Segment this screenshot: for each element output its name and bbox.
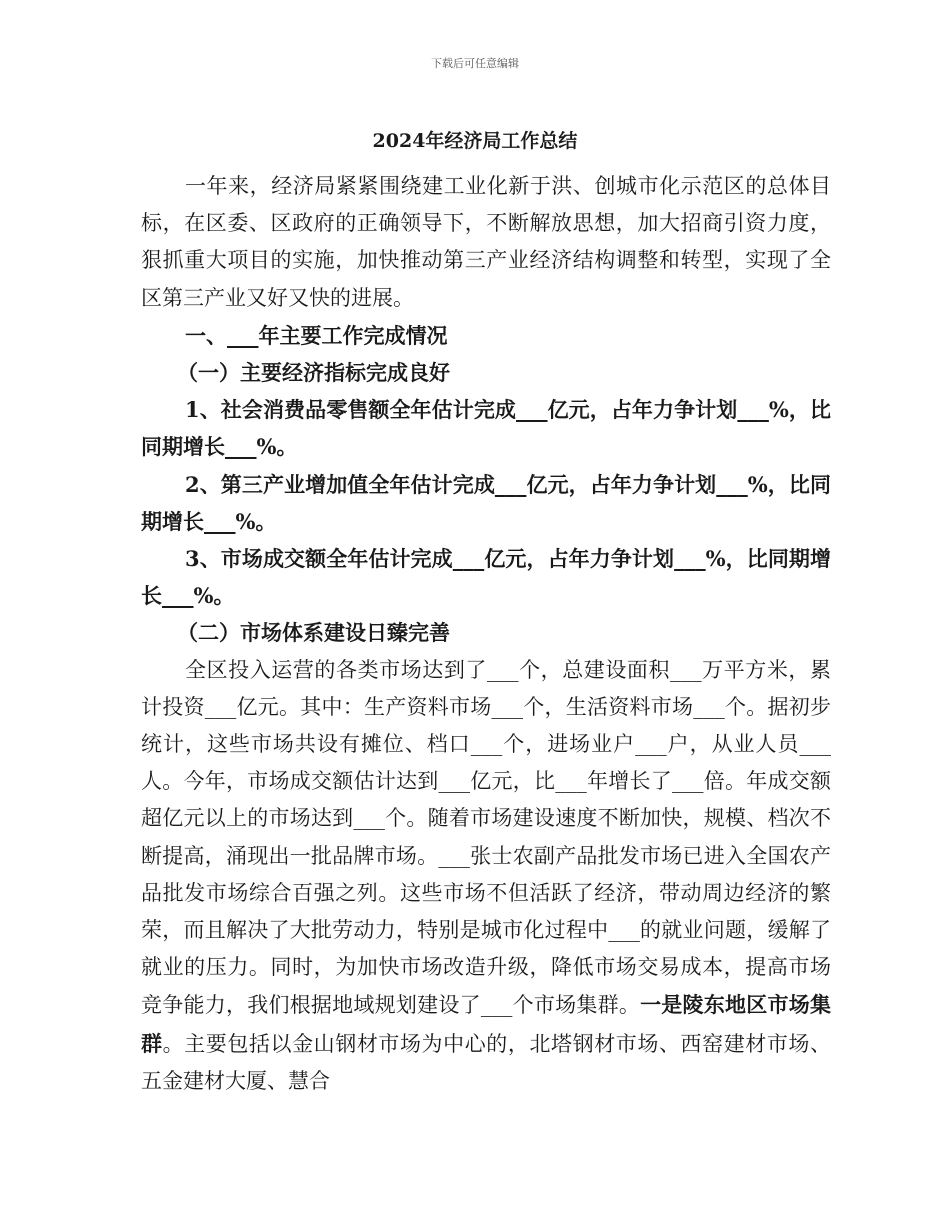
market-paragraph-text-b: 。主要包括以金山钢材市场为中心的，北塔钢材市场、西窑建材市场、五金建材大厦、慧合 [141,1031,832,1093]
page-header-note: 下载后可任意编辑 [431,57,519,70]
market-paragraph [141,652,831,1100]
subsection-heading-2: （二）市场体系建设日臻完善 [177,620,450,646]
document-body [141,168,831,1100]
market-cluster-highlight: 一是陵东地区市场集群 [141,992,831,1056]
indicator-item-3: 3、市场成交额全年估计完成___亿元，占年力争计划___%，比同期增长___%。 [141,546,831,609]
section-heading-1: 一、___年主要工作完成情况 [185,322,448,348]
subsection-heading-1: （一）主要经济指标完成良好 [177,360,450,386]
indicator-item-2: 2、第三产业增加值全年估计完成___亿元，占年力争计划___%，比同期增长___%。 [141,471,831,534]
indicator-item-1: 1、社会消费品零售额全年估计完成___亿元，占年力争计划___%，比同期增长___%。 [141,397,831,460]
market-paragraph-text-a: 全区投入运营的各类市场达到了___个，总建设面积___万平方米，累计投资___亿元。其中：生产资料市场___个，生活资料市场___个。据初步统计，这些市场共设有摊位、档口___个，进场业户___户，从业人员___人。今年，市场成交额估计达到___亿元，比___年增长了___倍。年成交额超亿元以上的市场达到___个。随着市场建设速度不断加快，规模、档次不断提高，涌现出一批品牌市场。___张士农副产品批发市场已进入全国农产品批发市场综合百强之列。这些市场不但活跃了经济，带动周边经济的繁荣，而且解决了大批劳动力，特别是城市化过程中___的就业问题，缓解了就业的压力。同时，为加快市场改造升级，降低市场交易成本，提高市场竞争能力，我们根据地域规划建设了___个市场集群。 [141,657,831,1018]
intro-paragraph: 一年来，经济局紧紧围绕建工业化新于洪、创城市化示范区的总体目标，在区委、区政府的正确领导下，不断解放思想，加大招商引资力度，狠抓重大项目的实施，加快推动第三产业经济结构调整和转型，实现了全区第三产业又好又快的进展。 [141,174,831,310]
document-title: 2024年经济局工作总结 [372,130,578,152]
